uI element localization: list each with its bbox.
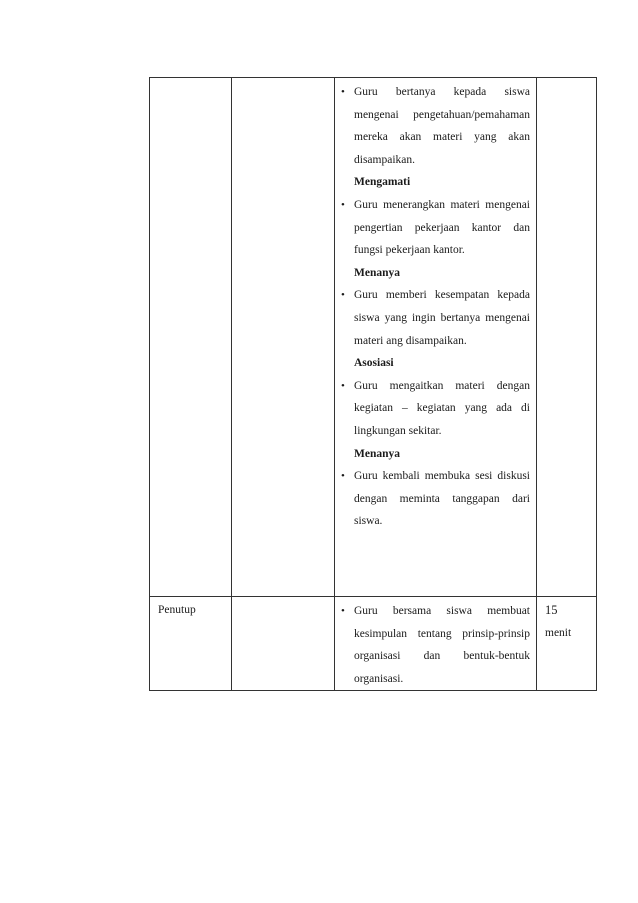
list-item	[341, 600, 530, 690]
section-heading: Mengamati	[354, 176, 411, 189]
activity-text: Guru bersama siswa membuat kesimpulan tentang prinsip-prinsip organisasi dan bentuk-bentuk organisasi.	[354, 605, 530, 685]
list-item	[341, 194, 530, 262]
activity-text: Guru menerangkan materi mengenai pengertian pekerjaan kantor dan fungsi pekerjaan kantor.	[354, 198, 530, 257]
time-cell	[537, 78, 597, 597]
section-heading: Menanya	[354, 447, 400, 460]
activity-text: Guru kembali membuka sesi diskusi dengan meminta tanggapan dari siswa.	[354, 470, 530, 528]
duration-unit: menit	[545, 626, 572, 639]
duration-value: 15	[545, 603, 558, 617]
activity-cell	[335, 597, 537, 691]
list-item	[341, 81, 530, 171]
bullet-icon: •	[341, 605, 345, 617]
bullet-icon: •	[341, 86, 345, 98]
activity-text: Guru mengaitkan materi dengan kegiatan – kegiatan yang ada di lingkungan sekitar.	[354, 379, 530, 437]
bullet-icon: •	[341, 198, 345, 211]
method-cell	[232, 597, 335, 691]
list-item	[341, 465, 530, 533]
activity-text: Guru bertanya kepada siswa mengenai pengetahuan/pemahaman mereka akan materi yang akan disampaikan.	[354, 86, 530, 166]
phase-cell	[150, 78, 232, 597]
bullet-icon: •	[341, 470, 345, 483]
phase-cell: Penutup	[150, 597, 232, 691]
list-item	[341, 375, 530, 443]
section-heading: Asosiasi	[354, 357, 394, 370]
table-row	[150, 78, 597, 597]
time-cell	[537, 597, 597, 691]
bullet-icon: •	[341, 289, 345, 302]
list-item	[341, 284, 530, 352]
lesson-plan-table	[149, 77, 597, 691]
method-cell	[232, 78, 335, 597]
section-heading: Menanya	[354, 266, 400, 279]
table-row	[150, 597, 597, 691]
bullet-icon: •	[341, 379, 345, 392]
activity-cell	[335, 78, 537, 597]
activity-text: Guru memberi kesempatan kepada siswa yang ingin bertanya mengenai materi ang disampaikan.	[354, 289, 530, 347]
